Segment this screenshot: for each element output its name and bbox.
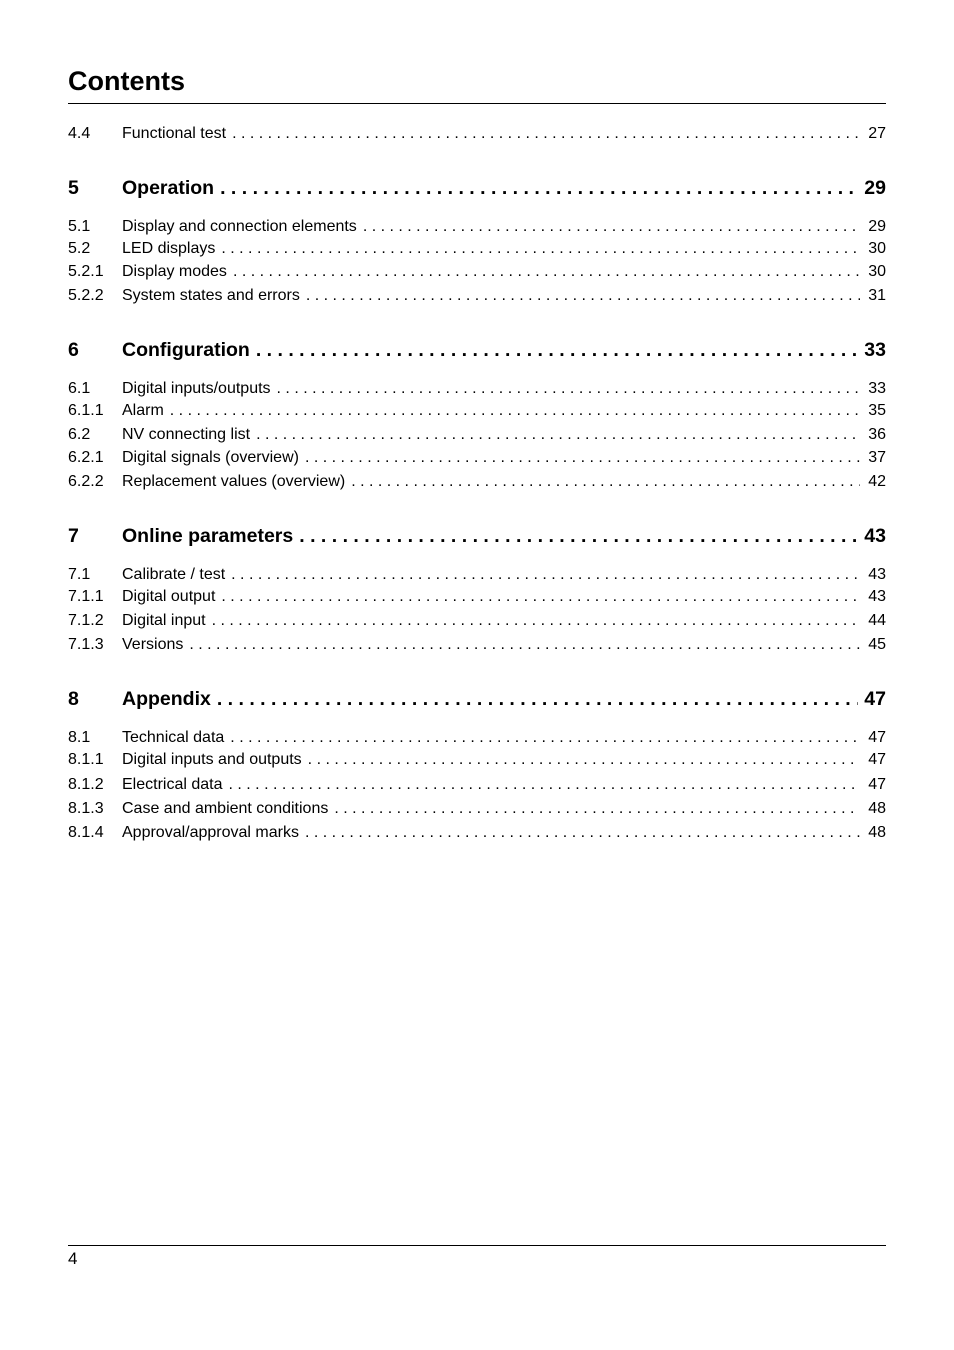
toc-entry-page: 43 — [868, 566, 886, 583]
toc-entry-title: Electrical data — [122, 776, 223, 793]
toc-entry-number: 6.2 — [68, 426, 91, 443]
toc-entry-title: Calibrate / test — [122, 566, 226, 583]
toc-entry-page: 37 — [868, 449, 886, 466]
toc-entry-number: 6.1.1 — [68, 402, 104, 419]
toc-entry-page: 47 — [868, 776, 886, 793]
toc-entry-number: 8.1 — [68, 729, 91, 746]
toc-entry-page: 43 — [864, 525, 886, 547]
dot-leader — [334, 800, 860, 818]
toc-entry-page: 43 — [868, 588, 886, 605]
toc-entry-number: 8.1.4 — [68, 824, 104, 841]
dot-leader — [221, 588, 860, 606]
toc-entry-title: Configuration — [122, 339, 250, 361]
toc-entry-number: 7.1.3 — [68, 636, 104, 653]
toc-entry-title: System states and errors — [122, 287, 300, 304]
toc-entry-page: 36 — [868, 426, 886, 443]
dot-leader — [231, 566, 860, 584]
toc-entry-page: 27 — [868, 125, 886, 142]
toc-entry-title: Technical data — [122, 729, 225, 746]
toc-entry[interactable] — [68, 800, 886, 822]
toc-entry[interactable] — [68, 240, 886, 262]
toc-entry-title: Online parameters — [122, 525, 294, 547]
toc-entry-number: 6.2.2 — [68, 473, 104, 490]
toc-entry-title: Appendix — [122, 688, 211, 710]
toc-entry-number: 7 — [68, 525, 79, 547]
toc-entry-number: 4.4 — [68, 125, 91, 142]
toc-entry-title: Display and connection elements — [122, 218, 357, 235]
toc-entry[interactable] — [68, 426, 886, 448]
toc-entry-number: 8.1.3 — [68, 800, 104, 817]
toc-entry-page: 47 — [864, 688, 886, 710]
dot-leader — [277, 380, 860, 398]
dot-leader — [232, 125, 860, 143]
toc-entry[interactable] — [68, 751, 886, 773]
dot-leader — [351, 473, 860, 491]
toc-entry-page: 31 — [868, 287, 886, 304]
toc-chapter[interactable] — [68, 339, 886, 365]
dot-leader — [170, 402, 860, 420]
toc-entry[interactable] — [68, 612, 886, 634]
toc-entry-page: 48 — [868, 824, 886, 841]
dot-leader — [256, 339, 858, 362]
toc-entry-page: 47 — [868, 729, 886, 746]
toc-entry-page: 47 — [868, 751, 886, 768]
toc-entry-title: Digital inputs and outputs — [122, 751, 302, 768]
toc-entry-title: Digital output — [122, 588, 216, 605]
toc-entry-page: 48 — [868, 800, 886, 817]
toc-chapter[interactable] — [68, 688, 886, 714]
toc-entry-page: 29 — [868, 218, 886, 235]
toc-entry[interactable] — [68, 776, 886, 798]
toc-entry-number: 8.1.1 — [68, 751, 104, 768]
toc-entry-number: 5.2 — [68, 240, 91, 257]
toc-chapter[interactable] — [68, 525, 886, 551]
toc-entry-title: Display modes — [122, 263, 227, 280]
toc-entry[interactable] — [68, 729, 886, 751]
dot-leader — [256, 426, 860, 444]
dot-leader — [308, 751, 860, 769]
toc-entry-title: Case and ambient conditions — [122, 800, 329, 817]
dot-leader — [305, 449, 860, 467]
dot-leader — [220, 177, 858, 200]
toc-entry[interactable] — [68, 824, 886, 846]
dot-leader — [217, 688, 858, 711]
toc-entry-page: 35 — [868, 402, 886, 419]
toc-entry[interactable] — [68, 380, 886, 402]
dot-leader — [363, 218, 860, 236]
toc-entry-number: 5.1 — [68, 218, 91, 235]
toc-entry-title: Replacement values (overview) — [122, 473, 346, 490]
toc-entry-page: 30 — [868, 263, 886, 280]
toc-entry-number: 7.1.1 — [68, 588, 104, 605]
toc-entry[interactable] — [68, 402, 886, 424]
toc-entry-page: 44 — [868, 612, 886, 629]
toc-entry-number: 5 — [68, 177, 79, 199]
toc-entry-number: 5.2.1 — [68, 263, 104, 280]
toc-entry-title: Operation — [122, 177, 215, 199]
dot-leader — [229, 776, 861, 794]
toc-entry-page: 45 — [868, 636, 886, 653]
toc-entry-number: 6.2.1 — [68, 449, 104, 466]
toc-entry-title: Digital signals (overview) — [122, 449, 299, 466]
toc-entry-number: 8.1.2 — [68, 776, 104, 793]
toc-entry[interactable] — [68, 566, 886, 588]
toc-entry-title: LED displays — [122, 240, 216, 257]
dot-leader — [212, 612, 860, 630]
toc-entry-number: 5.2.2 — [68, 287, 104, 304]
header-rule — [68, 103, 886, 104]
toc-entry[interactable] — [68, 263, 886, 285]
toc-entry[interactable] — [68, 473, 886, 495]
dot-leader — [305, 824, 860, 842]
dot-leader — [189, 636, 860, 654]
toc-entry[interactable] — [68, 218, 886, 240]
toc-entry-title: Approval/approval marks — [122, 824, 299, 841]
page-title: Contents — [68, 66, 185, 96]
toc-entry-page: 33 — [864, 339, 886, 361]
toc-entry-number: 7.1 — [68, 566, 91, 583]
toc-entry-number: 6 — [68, 339, 79, 361]
toc-entry-number: 7.1.2 — [68, 612, 104, 629]
dot-leader — [221, 240, 860, 258]
toc-entry[interactable] — [68, 449, 886, 471]
toc-entry[interactable] — [68, 125, 886, 147]
toc-chapter[interactable] — [68, 177, 886, 203]
toc-entry-page: 30 — [868, 240, 886, 257]
toc-entry[interactable] — [68, 588, 886, 610]
toc-entry-page: 29 — [864, 177, 886, 199]
toc-entry[interactable] — [68, 636, 886, 658]
dot-leader — [299, 525, 858, 548]
toc-entry-number: 6.1 — [68, 380, 91, 397]
toc-entry-title: Versions — [122, 636, 184, 653]
dot-leader — [230, 729, 860, 747]
toc-entry-number: 8 — [68, 688, 79, 710]
footer-rule — [68, 1245, 886, 1246]
toc-entry-title: Alarm — [122, 402, 164, 419]
toc-entry-title: Digital inputs/outputs — [122, 380, 271, 397]
toc-entry-page: 33 — [868, 380, 886, 397]
toc-entry[interactable] — [68, 287, 886, 309]
toc-entry-title: Digital input — [122, 612, 206, 629]
page-number: 4 — [68, 1249, 78, 1268]
dot-leader — [233, 263, 860, 281]
toc-entry-page: 42 — [868, 473, 886, 490]
toc-entry-title: NV connecting list — [122, 426, 251, 443]
dot-leader — [306, 287, 860, 305]
toc-entry-title: Functional test — [122, 125, 227, 142]
